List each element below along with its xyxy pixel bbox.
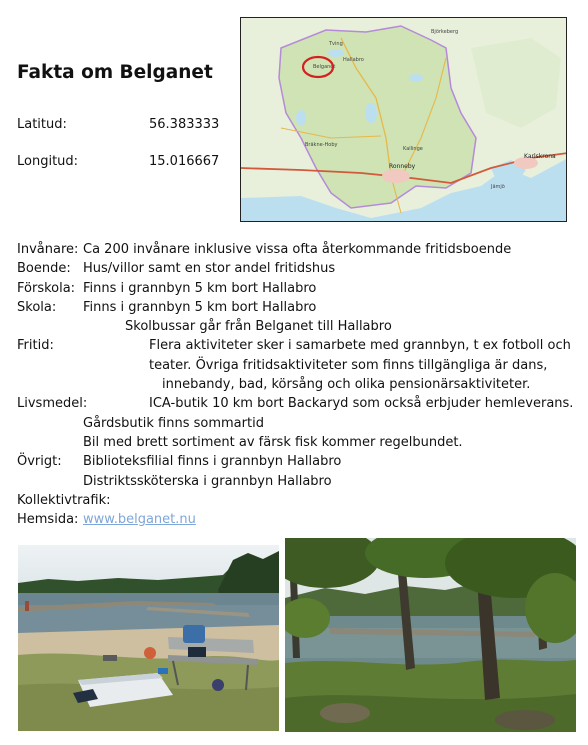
fact-text: Skolbussar går från Belganet till Hallabro [125,319,392,335]
fact-text: Ca 200 invånare inklusive vissa ofta återkommande fritidsboende [83,242,512,257]
fact-boende [17,259,582,278]
fact-invanare [17,240,582,259]
fact-label: Boende: [17,261,71,277]
fact-label: Invånare: [17,242,79,257]
fact-hemsida [17,510,582,529]
beach-photo [18,545,279,731]
fact-text: ICA-butik 10 km bort Backaryd som också erbjuder hemleverans. [149,396,574,412]
fact-text: Biblioteksfilial finns i grannbyn Hallabro [83,454,342,470]
latitude-label: Latitud: [17,117,67,132]
longitude-value: 15.016667 [149,154,220,169]
map-label: Kallinge [403,146,423,152]
fact-kollektiv [17,491,582,510]
page-title: Fakta om Belganet [17,62,213,83]
location-map [240,17,567,222]
map-label: Hallabro [343,57,364,63]
fact-text: teater. Övriga fritidsaktiviteter som finns tillgängliga är dans, [149,357,548,373]
fact-text: Finns i grannbyn 5 km bort Hallabro [83,280,317,296]
fact-forskola [17,279,582,298]
fact-text: Finns i grannbyn 5 km bort Hallabro [83,299,317,315]
map-label: Jämjö [491,184,505,190]
facts-section [17,240,582,529]
fact-label: Skola: [17,299,57,315]
fact-text: Distriktssköterska i grannbyn Hallabro [83,473,332,489]
town-ronneby [382,169,410,183]
map-label: Ronneby [389,163,416,170]
fact-skola [17,298,582,317]
fact-text: Flera aktiviteter sker i samarbete med grannbyn, t ex fotboll och [149,338,571,354]
lake-photo [285,538,576,732]
fact-label: Kollektivtrafik: [17,492,111,508]
fact-text: innebandy, bad, körsång och olika pensionärsaktiviteter. [162,377,531,393]
map-label: Björkeberg [431,29,459,35]
fact-text: Hus/villor samt en stor andel fritidshus [83,261,336,277]
fact-text: Gårdsbutik finns sommartid [83,415,264,431]
map-label: Belganet [313,64,336,70]
fact-text: Bil med brett sortiment av färsk fisk kommer regelbundet. [83,434,463,450]
fact-label: Övrigt: [17,454,62,470]
fact-label: Fritid: [17,338,54,354]
fact-label: Livsmedel: [17,396,88,412]
map-label: Tving [329,41,343,47]
fact-ovrigt [17,452,582,471]
fact-livsmedel [17,394,582,413]
fact-label: Förskola: [17,280,76,296]
map-label: Bräkne-Hoby [305,142,338,148]
fact-skola-extra [17,317,582,336]
website-link[interactable]: www.belganet.nu [83,512,196,528]
map-label: Karlskrona [524,153,556,160]
fact-label: Hemsida: [17,512,79,528]
latitude-value: 56.383333 [149,117,220,132]
fact-fritid [17,336,582,355]
longitude-label: Longitud: [17,154,79,169]
